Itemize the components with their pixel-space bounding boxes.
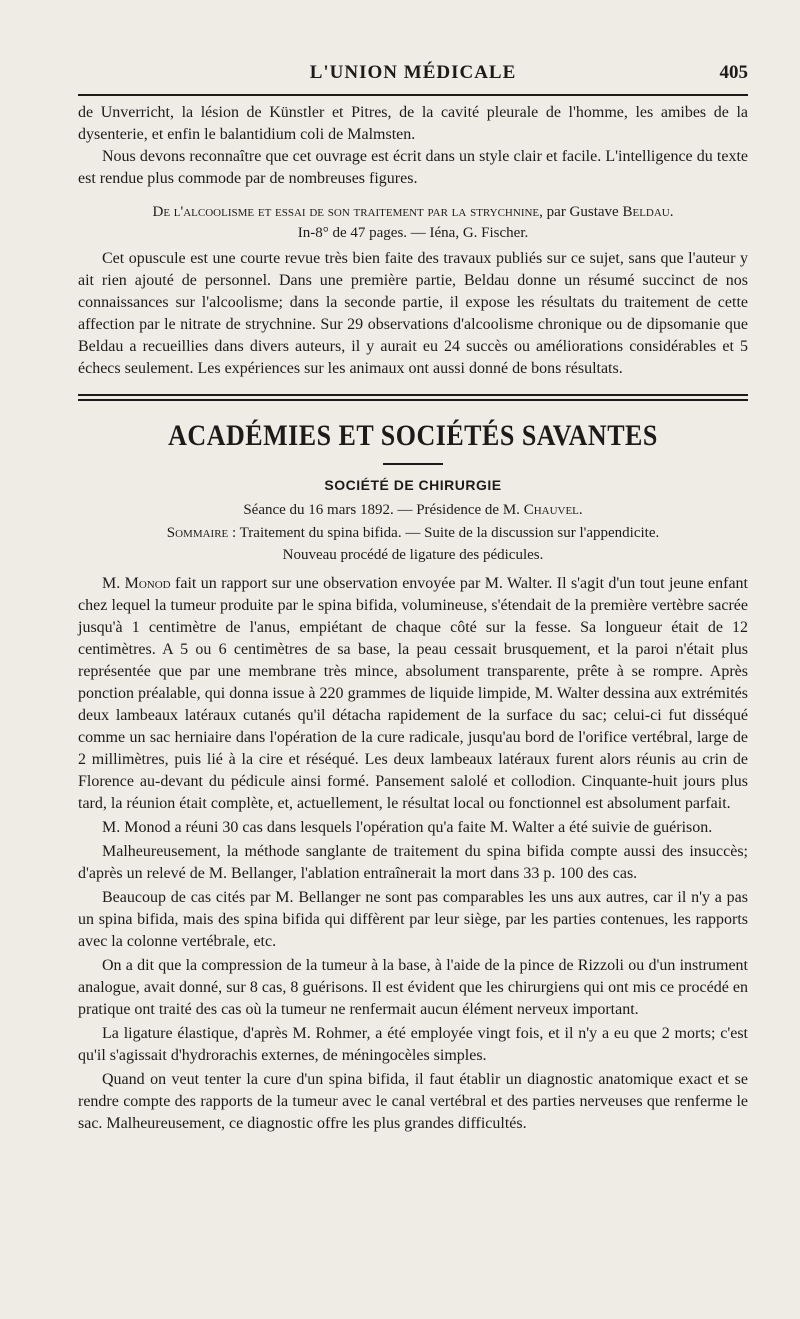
summary-label: Sommaire — [166, 525, 229, 541]
society-name: SOCIÉTÉ DE CHIRURGIE — [324, 477, 502, 493]
header-rule — [78, 94, 748, 96]
body-paragraph-5: On a dit que la compression de la tumeur à la base, à l'aide de la pince de Rizzoli ou d'un instrument analogue, avait donné, sur 8 cas, 8 guérisons. Il est évident que les chirurgiens qui ont mis ce procédé en pratique ont traité des cas où la tumeur ne renfermait aucun élément nerveux important. — [78, 957, 748, 1018]
section-title: ACADÉMIES ET SOCIÉTÉS SAVANTES — [168, 418, 658, 453]
intro-paragraph-1: de Unverricht, la lésion de Künstler et Pitres, de la cavité pleurale de l'homme, les amibes de la dysenterie, et enfin le balantidium coli de Malmsten. — [78, 104, 748, 143]
seance-president: Chauvel — [523, 502, 579, 518]
body-paragraph-2: M. Monod a réuni 30 cas dans lesquels l'opération qu'a faite M. Walter a été suivie de guérison. — [102, 819, 713, 836]
seance-line — [78, 500, 748, 521]
review-body: Cet opuscule est une courte revue très bien faite des travaux publiés sur ce sujet, sans que l'auteur y ait rien ajouté de personnel. Dans une première partie, Beldau donne un résumé succinct de nos connaissances sur l'alcoolisme; dans la seconde partie, il expose les résultats du traitement de cette affection par le nitrate de strychnine. Sur 29 observations d'alcoolisme chronique ou de dipsomanie que Beldau a recueillies dans divers auteurs, il y aurait eu 24 succès ou améliorations considérables et 5 échecs seulement. Les expériences sur les animaux ont aussi donné de bons résultats. — [78, 250, 748, 377]
review-pub-info: In-8° de 47 pages. — Iéna, G. Fischer. — [297, 225, 529, 241]
section-short-rule — [383, 463, 443, 465]
body-text — [78, 573, 748, 1135]
seance-date: Séance du 16 mars 1892. — Présidence de M. — [243, 502, 524, 518]
summary-block — [78, 523, 748, 565]
running-title: L'UNION MÉDICALE — [309, 62, 517, 83]
body-paragraph-3: Malheureusement, la méthode sanglante de traitement du spina bifida compte aussi des insuccès; d'après un relevé de M. Bellanger, l'ablation entraînerait la mort dans 33 p. 100 des cas. — [78, 843, 748, 882]
body-p1-name: Monod — [124, 575, 171, 592]
body-paragraph-4: Beaucoup de cas cités par M. Bellanger ne sont pas comparables les uns aux autres, car il n'y a pas un spina bifida, mais des spina bifida qui diffèrent par leur siège, par les parties contenues, les rapports avec la colonne vertébrale, etc. — [78, 889, 748, 950]
body-paragraph-1 — [78, 573, 748, 815]
summary-line-2: Nouveau procédé de ligature des pédicules. — [282, 547, 544, 563]
section-double-rule — [78, 394, 748, 401]
review-title: De l'alcoolisme et essai de son traitement par la strychnine, — [152, 204, 543, 220]
summary-line-1 — [78, 523, 748, 543]
body-p1-text: fait un rapport sur une observation envoyée par M. Walter. Il s'agit d'un tout jeune enfant chez lequel la tumeur produite par le spina bifida, volumineuse, s'étendait de la première vertèbre sacrée jusqu'à 1 centimètre de l'anus, empiétant de chaque côté sur la fesse. Sa longueur était de 12 centimètres. A 5 ou 6 centimètres de sa base, la peau cessait brusquement, et la paroi n'était plus représentée que par une membrane très mince, absolument transparente, prête à se rompre. Après ponction préalable, qui donna issue à 220 grammes de liquide limpide, M. Walter dessina aux extrémités deux lambeaux latéraux cutanés qu'il détacha rapidement de la surface du sac; celui-ci fut disséqué comme un sac herniaire dans l'opération de la cure radicale, jusqu'au bord de l'orifice vertébral, large de 2 millimètres, puis lié à la cire et réséqué. Les deux lambeaux latéraux furent alors réunis au crin de Florence au-devant du pédicule ainsi formé. Pansement salolé et collodion. Cinquante-huit jours plus tard, la réunion était complète, et, actuellement, le résultat local ou fonctionnel est absolument parfait. — [78, 575, 748, 812]
body-paragraph-6: La ligature élastique, d'après M. Rohmer, a été employée vingt fois, et il n'y a eu que 2 morts; c'est qu'il s'agissait d'hydrorachis externes, de méningocèles simples. — [78, 1025, 748, 1064]
intro-paragraph-2: Nous devons reconnaître que cet ouvrage est écrit dans un style clair et facile. L'intelligence du texte est rendue plus commode par de nombreuses figures. — [78, 148, 748, 187]
body-paragraph-7: Quand on veut tenter la cure d'un spina bifida, il faut établir un diagnostic anatomique exact et se rendre compte des rapports de la tumeur avec le canal vertébral et des parties nerveuses que renferme le sac. Malheureusement, ce diagnostic offre les plus grandes difficultés. — [78, 1071, 748, 1132]
seance-suffix: . — [578, 502, 583, 518]
review-author: Beldau — [622, 204, 670, 220]
body-p1-prefix: M. — [102, 575, 125, 592]
page-number: 405 — [719, 62, 748, 83]
review-by: par Gustave — [542, 204, 623, 220]
summary-text-1: : Traitement du spina bifida. — Suite de la discussion sur l'appendicite. — [228, 525, 660, 541]
running-head — [78, 58, 748, 88]
review-heading: De l'alcoolisme et essai de son traitement par la strychnine, par Gustave Beldau. In-8° de 47 pages. — Iéna, G. Fischer. — [152, 204, 674, 241]
